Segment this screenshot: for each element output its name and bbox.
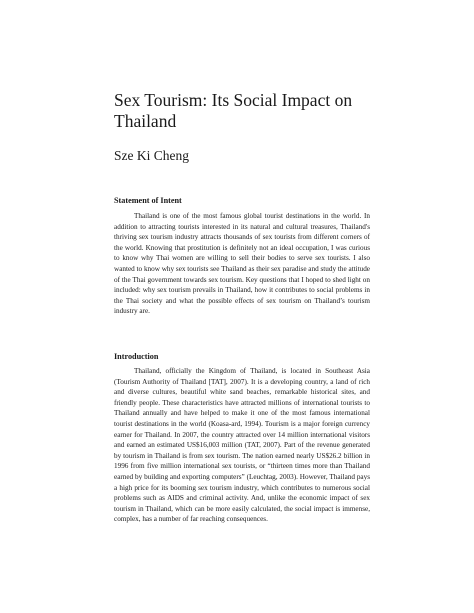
section-heading-introduction: Introduction: [114, 352, 159, 361]
section-body-introduction: Thailand, officially the Kingdom of Thailand, is located in Southeast Asia (Tourism Authority of Thailand [TAT], 2007). It is a developing country, a land of rich and diverse cultures, beautiful white sand beaches, remarkable historical sites, and friendly people. These characteristics have attracted millions of international tourists to Thailand annually and have helped to make it one of the most famous international tourist destinations in the world (Koasa-ard, 1994). Tourism is a major foreign currency earner for Thailand. In 2007, the country attracted over 14 million international visitors and earned an estimated US$16,003 million (TAT, 2007). Part of the revenue generated by tourism in Thailand is from sex tourism. The nation earned nearly US$26.2 billion in 1996 from five million international sex tourists, or “thirteen times more than Thailand earned by building and exporting computers” (Leuchtag, 2003). However, Thailand pays a high price for its booming sex tourism industry, which contributes to numerous social problems such as AIDS and criminal activity. And, unlike the economic impact of sex tourism in Thailand, which can be more easily calculated, the social impact is immense, complex, has a number of far reaching consequences.: [114, 367, 370, 524]
paper-title: Sex Tourism: Its Social Impact on Thailand: [114, 90, 353, 131]
section-body-statement-of-intent: Thailand is one of the most famous global tourist destinations in the world. In addition to attracting tourists interested in its natural and cultural treasures, Thailand's thriving sex tourism industry attracts thousands of sex tourists from different corners of the world. Knowing that prostitution is definitely not an ideal occupation, I was curious to know why Thai women are willing to sell their bodies to serve sex tourists. I also wanted to know why sex tourists see Thailand as their sex paradise and study the attitude of the Thai government towards sex tourism. Key questions that I hoped to shed light on included: why sex tourism prevails in Thailand, how it contributes to social problems in the Thai society and what the possible effects of sex tourism on Thailand’s tourism industry are.: [114, 212, 370, 316]
section-heading-statement-of-intent: Statement of Intent: [114, 196, 182, 205]
author-name: Sze Ki Cheng: [114, 148, 189, 163]
